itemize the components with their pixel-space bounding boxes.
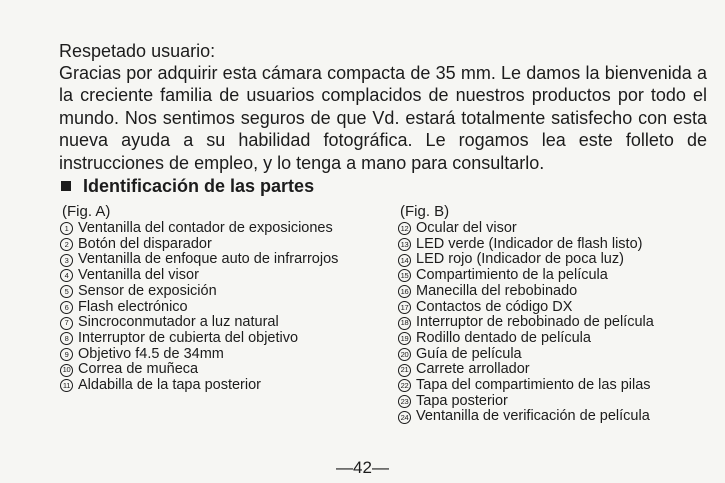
part-list-item [398,409,708,425]
part-name: Guía de película [416,345,522,362]
circled-number: 7 [60,317,73,330]
circled-number: 2 [60,238,73,251]
part-name: Correa de muñeca [78,361,199,378]
circled-number: 6 [60,301,73,314]
circled-number: 5 [60,285,73,298]
part-list-item [398,347,708,363]
part-list-item [60,315,390,331]
square-bullet-icon [61,181,71,191]
circled-number: 13 [398,238,411,251]
part-list-item [398,378,708,394]
circled-number: 4 [60,269,73,282]
part-list-item [60,378,390,394]
part-list-item [60,347,390,363]
part-name: Ventanilla del visor [78,267,199,284]
circled-number: 3 [60,254,73,267]
part-name: Botón del disparador [78,235,212,252]
circled-number: 20 [398,348,411,361]
part-name: Aldabilla de la tapa posterior [78,377,261,394]
part-name: Contactos de código DX [416,298,573,315]
fig-a-column [60,203,390,394]
part-list-item [398,237,708,253]
circled-number: 22 [398,379,411,392]
part-list-item [398,331,708,347]
part-list-item [60,237,390,253]
part-list-item [398,300,708,316]
circled-number: 12 [398,222,411,235]
part-name: Sincroconmutador a luz natural [78,314,279,331]
part-name: Ventanilla de verificación de película [416,408,650,425]
circled-number: 9 [60,348,73,361]
part-list-item [398,268,708,284]
part-name: LED rojo (Indicador de poca luz) [416,251,624,268]
part-name: LED verde (Indicador de flash listo) [416,235,643,252]
greeting: Respetado usuario: [59,41,216,61]
part-name: Tapa del compartimiento de las pilas [416,377,651,394]
part-list-item [60,268,390,284]
circled-number: 21 [398,364,411,377]
part-list-item [60,300,390,316]
circled-number: 23 [398,395,411,408]
circled-number: 14 [398,254,411,267]
fig-a-label: (Fig. A) [62,203,111,220]
fig-b-label: (Fig. B) [400,203,450,220]
part-name: Compartimiento de la película [416,267,608,284]
circled-number: 15 [398,269,411,282]
part-list-item [398,394,708,410]
part-list-item [60,331,390,347]
part-list-item [398,252,708,268]
page-number: —42— [336,458,389,477]
circled-number: 19 [398,332,411,345]
part-name: Ventanilla del contador de exposiciones [78,220,333,236]
section-heading-text: Identificación de las partes [83,176,315,196]
fig-b-column [398,203,708,425]
part-list-item [398,221,708,237]
part-name: Interruptor de rebobinado de película [416,314,654,331]
part-list-item [398,362,708,378]
part-list-item [398,284,708,300]
circled-number: 1 [60,222,73,235]
part-name: Interruptor de cubierta del objetivo [78,329,299,346]
part-list-item [60,221,390,237]
part-name: Ventanilla de enfoque auto de infrarrojos [78,251,339,268]
circled-number: 11 [60,379,73,392]
circled-number: 16 [398,285,411,298]
circled-number: 10 [60,364,73,377]
fig-b-parts-list [398,221,708,425]
part-name: Ocular del visor [416,220,517,236]
intro-paragraph: Gracias por adquirir esta cámara compacta de 35 mm. Le damos la bienvenida a la creciente familia de usuarios complacidos de nuestros productos por todo el mundo. Nos sentimos seguros de que Vd. estará totalmente satisfecho con esta nueva ayuda a su habilidad fotográfica. Le rogamos lea este folleto de instrucciones de empleo, y lo tenga a mano para consultarlo. [59,63,707,173]
part-list-item [60,362,390,378]
circled-number: 24 [398,411,411,424]
part-name: Sensor de exposición [78,282,217,299]
part-name: Flash electrónico [78,298,188,315]
part-list-item [60,252,390,268]
circled-number: 17 [398,301,411,314]
part-name: Tapa posterior [416,392,508,409]
section-heading [59,175,314,197]
part-list-item [398,315,708,331]
part-name: Rodillo dentado de película [416,329,591,346]
part-name: Manecilla del rebobinado [416,282,578,299]
part-name: Carrete arrollador [416,361,530,378]
part-list-item [60,284,390,300]
part-name: Objetivo f4.5 de 34mm [78,345,224,362]
fig-a-parts-list [60,221,390,394]
circled-number: 18 [398,317,411,330]
circled-number: 8 [60,332,73,345]
